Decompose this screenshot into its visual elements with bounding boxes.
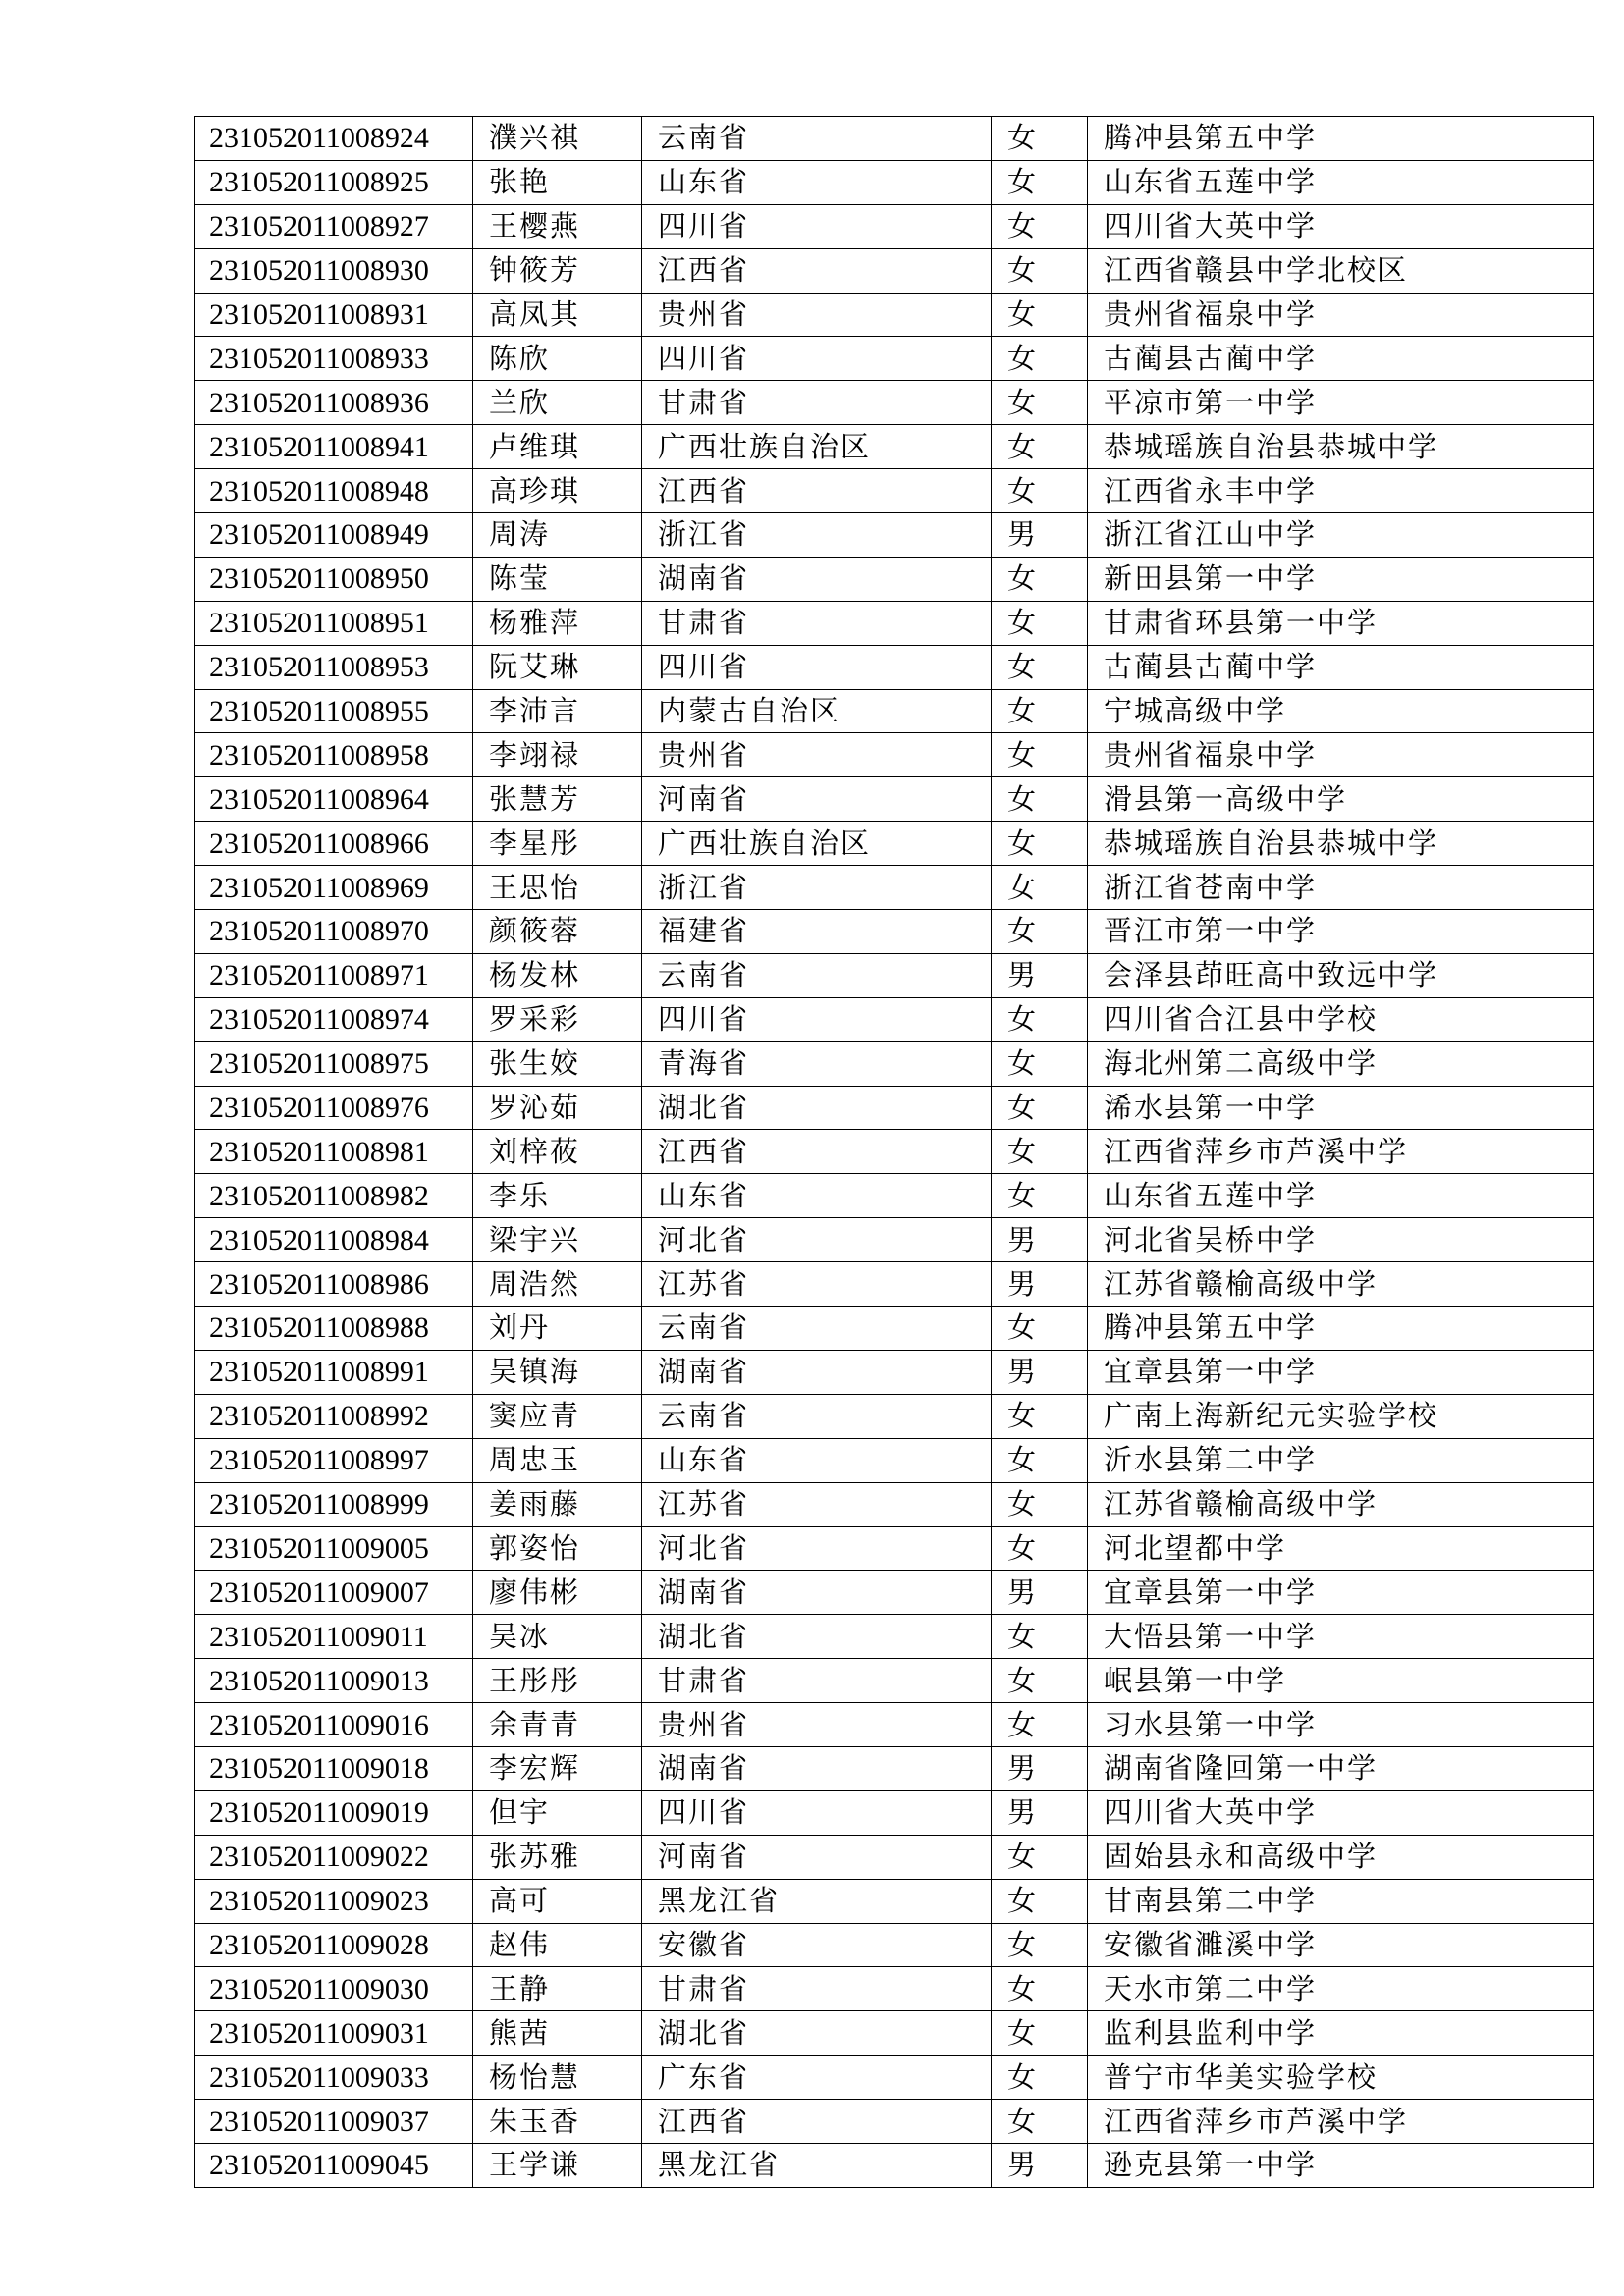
table-row [195,645,1594,689]
table-row [195,1879,1594,1923]
province-cell: 甘肃省 [642,1659,992,1703]
student-name-cell: 梁宇兴 [473,1218,642,1262]
gender-cell: 女 [992,160,1088,204]
province-cell: 江西省 [642,2100,992,2144]
school-cell: 大悟县第一中学 [1088,1615,1594,1659]
table-row [195,733,1594,777]
school-cell: 腾冲县第五中学 [1088,1307,1594,1351]
school-cell: 天水市第二中学 [1088,1967,1594,2011]
student-name-cell: 兰欣 [473,381,642,425]
student-name-cell: 李宏辉 [473,1746,642,1790]
admission-number-cell: 231052011008966 [195,822,473,866]
admission-number-cell: 231052011008991 [195,1350,473,1394]
student-name-cell: 姜雨藤 [473,1482,642,1526]
student-name-cell: 高可 [473,1879,642,1923]
school-cell: 江苏省赣榆高级中学 [1088,1262,1594,1307]
province-cell: 四川省 [642,1790,992,1835]
school-cell: 江苏省赣榆高级中学 [1088,1482,1594,1526]
admission-number-cell: 231052011009022 [195,1835,473,1879]
table-row [195,1659,1594,1703]
student-name-cell: 陈莹 [473,557,642,601]
province-cell: 四川省 [642,645,992,689]
admission-number-cell: 231052011009013 [195,1659,473,1703]
student-name-cell: 张苏雅 [473,1835,642,1879]
gender-cell: 女 [992,1615,1088,1659]
student-name-cell: 杨雅萍 [473,601,642,645]
table-row [195,910,1594,954]
student-name-cell: 刘梓莜 [473,1130,642,1174]
gender-cell: 男 [992,1218,1088,1262]
admission-number-cell: 231052011008936 [195,381,473,425]
province-cell: 黑龙江省 [642,2143,992,2187]
table-row [195,1174,1594,1218]
admission-number-cell: 231052011009033 [195,2056,473,2100]
table-row [195,1967,1594,2011]
province-cell: 贵州省 [642,293,992,337]
admission-number-cell: 231052011008924 [195,117,473,161]
school-cell: 甘南县第二中学 [1088,1879,1594,1923]
roster-body [195,117,1594,2188]
school-cell: 滑县第一高级中学 [1088,777,1594,822]
student-name-cell: 周忠玉 [473,1438,642,1482]
province-cell: 河南省 [642,777,992,822]
admission-number-cell: 231052011008930 [195,248,473,293]
table-row [195,557,1594,601]
school-cell: 广南上海新纪元实验学校 [1088,1394,1594,1438]
admission-number-cell: 231052011009019 [195,1790,473,1835]
gender-cell: 女 [992,557,1088,601]
admission-number-cell: 231052011008997 [195,1438,473,1482]
school-cell: 山东省五莲中学 [1088,160,1594,204]
admission-number-cell: 231052011008951 [195,601,473,645]
student-name-cell: 钟筱芳 [473,248,642,293]
school-cell: 江西省永丰中学 [1088,469,1594,513]
table-row [195,2011,1594,2056]
gender-cell: 女 [992,2100,1088,2144]
gender-cell: 男 [992,2143,1088,2187]
province-cell: 四川省 [642,997,992,1041]
table-row [195,953,1594,997]
gender-cell: 女 [992,1438,1088,1482]
table-row [195,822,1594,866]
gender-cell: 女 [992,1086,1088,1130]
province-cell: 江西省 [642,1130,992,1174]
province-cell: 黑龙江省 [642,1879,992,1923]
student-roster-table [194,116,1594,2188]
table-row [195,160,1594,204]
admission-number-cell: 231052011009031 [195,2011,473,2056]
province-cell: 湖南省 [642,1746,992,1790]
gender-cell: 女 [992,469,1088,513]
student-name-cell: 李乐 [473,1174,642,1218]
gender-cell: 女 [992,1394,1088,1438]
student-name-cell: 陈欣 [473,337,642,381]
student-name-cell: 李沛言 [473,689,642,733]
gender-cell: 女 [992,1174,1088,1218]
province-cell: 云南省 [642,1394,992,1438]
table-row [195,2100,1594,2144]
table-row [195,997,1594,1041]
school-cell: 浙江省苍南中学 [1088,866,1594,910]
admission-number-cell: 231052011008948 [195,469,473,513]
province-cell: 湖北省 [642,1615,992,1659]
school-cell: 山东省五莲中学 [1088,1174,1594,1218]
school-cell: 江西省萍乡市芦溪中学 [1088,2100,1594,2144]
gender-cell: 女 [992,601,1088,645]
admission-number-cell: 231052011009016 [195,1703,473,1747]
province-cell: 湖南省 [642,1350,992,1394]
admission-number-cell: 231052011008992 [195,1394,473,1438]
gender-cell: 女 [992,910,1088,954]
school-cell: 浙江省江山中学 [1088,513,1594,558]
school-cell: 恭城瑶族自治县恭城中学 [1088,425,1594,469]
student-name-cell: 张慧芳 [473,777,642,822]
school-cell: 四川省大英中学 [1088,1790,1594,1835]
province-cell: 湖北省 [642,2011,992,2056]
student-name-cell: 杨怡慧 [473,2056,642,2100]
table-row [195,337,1594,381]
student-name-cell: 赵伟 [473,1923,642,1967]
school-cell: 四川省合江县中学校 [1088,997,1594,1041]
province-cell: 浙江省 [642,866,992,910]
province-cell: 江苏省 [642,1482,992,1526]
table-row [195,1482,1594,1526]
table-row [195,1130,1594,1174]
province-cell: 河南省 [642,1835,992,1879]
school-cell: 腾冲县第五中学 [1088,117,1594,161]
school-cell: 新田县第一中学 [1088,557,1594,601]
table-row [195,1438,1594,1482]
gender-cell: 女 [992,293,1088,337]
gender-cell: 女 [992,1835,1088,1879]
gender-cell: 男 [992,1746,1088,1790]
school-cell: 沂水县第二中学 [1088,1438,1594,1482]
gender-cell: 女 [992,645,1088,689]
table-row [195,1262,1594,1307]
gender-cell: 女 [992,1659,1088,1703]
province-cell: 广西壮族自治区 [642,425,992,469]
student-name-cell: 周涛 [473,513,642,558]
student-name-cell: 颜筱蓉 [473,910,642,954]
school-cell: 监利县监利中学 [1088,2011,1594,2056]
gender-cell: 女 [992,1879,1088,1923]
school-cell: 贵州省福泉中学 [1088,733,1594,777]
school-cell: 四川省大英中学 [1088,204,1594,248]
table-row [195,1790,1594,1835]
table-row [195,1746,1594,1790]
admission-number-cell: 231052011008958 [195,733,473,777]
table-row [195,1307,1594,1351]
admission-number-cell: 231052011009011 [195,1615,473,1659]
admission-number-cell: 231052011008999 [195,1482,473,1526]
school-cell: 江西省萍乡市芦溪中学 [1088,1130,1594,1174]
admission-number-cell: 231052011009005 [195,1526,473,1571]
student-name-cell: 高珍琪 [473,469,642,513]
student-name-cell: 张生姣 [473,1041,642,1086]
student-name-cell: 吴冰 [473,1615,642,1659]
gender-cell: 男 [992,953,1088,997]
school-cell: 湖南省隆回第一中学 [1088,1746,1594,1790]
admission-number-cell: 231052011008982 [195,1174,473,1218]
table-row [195,1835,1594,1879]
admission-number-cell: 231052011009045 [195,2143,473,2187]
school-cell: 安徽省濉溪中学 [1088,1923,1594,1967]
student-name-cell: 周浩然 [473,1262,642,1307]
admission-number-cell: 231052011008970 [195,910,473,954]
school-cell: 海北州第二高级中学 [1088,1041,1594,1086]
student-name-cell: 王樱燕 [473,204,642,248]
admission-number-cell: 231052011008974 [195,997,473,1041]
province-cell: 青海省 [642,1041,992,1086]
school-cell: 宁城高级中学 [1088,689,1594,733]
school-cell: 古蔺县古蔺中学 [1088,337,1594,381]
gender-cell: 女 [992,777,1088,822]
school-cell: 江西省赣县中学北校区 [1088,248,1594,293]
gender-cell: 男 [992,513,1088,558]
admission-number-cell: 231052011008971 [195,953,473,997]
table-row [195,1615,1594,1659]
gender-cell: 男 [992,1262,1088,1307]
admission-number-cell: 231052011008955 [195,689,473,733]
table-row [195,425,1594,469]
admission-number-cell: 231052011008933 [195,337,473,381]
school-cell: 固始县永和高级中学 [1088,1835,1594,1879]
student-name-cell: 罗沁茹 [473,1086,642,1130]
table-row [195,601,1594,645]
admission-number-cell: 231052011008975 [195,1041,473,1086]
student-name-cell: 窦应青 [473,1394,642,1438]
admission-number-cell: 231052011008984 [195,1218,473,1262]
province-cell: 广东省 [642,2056,992,2100]
admission-number-cell: 231052011008976 [195,1086,473,1130]
school-cell: 逊克县第一中学 [1088,2143,1594,2187]
table-row [195,866,1594,910]
school-cell: 宜章县第一中学 [1088,1350,1594,1394]
province-cell: 安徽省 [642,1923,992,1967]
province-cell: 贵州省 [642,733,992,777]
student-name-cell: 廖伟彬 [473,1571,642,1615]
school-cell: 古蔺县古蔺中学 [1088,645,1594,689]
province-cell: 甘肃省 [642,601,992,645]
student-name-cell: 吴镇海 [473,1350,642,1394]
student-name-cell: 王学谦 [473,2143,642,2187]
student-name-cell: 李翊禄 [473,733,642,777]
student-name-cell: 王彤彤 [473,1659,642,1703]
admission-number-cell: 231052011009023 [195,1879,473,1923]
student-name-cell: 卢维琪 [473,425,642,469]
province-cell: 云南省 [642,1307,992,1351]
school-cell: 河北望都中学 [1088,1526,1594,1571]
school-cell: 平凉市第一中学 [1088,381,1594,425]
gender-cell: 女 [992,689,1088,733]
province-cell: 江苏省 [642,1262,992,1307]
student-name-cell: 张艳 [473,160,642,204]
table-row [195,117,1594,161]
province-cell: 湖南省 [642,1571,992,1615]
admission-number-cell: 231052011008969 [195,866,473,910]
province-cell: 湖南省 [642,557,992,601]
school-cell: 贵州省福泉中学 [1088,293,1594,337]
table-row [195,1571,1594,1615]
gender-cell: 女 [992,204,1088,248]
gender-cell: 女 [992,2056,1088,2100]
province-cell: 四川省 [642,204,992,248]
student-name-cell: 熊茜 [473,2011,642,2056]
gender-cell: 女 [992,1967,1088,2011]
table-row [195,381,1594,425]
table-row [195,204,1594,248]
gender-cell: 女 [992,997,1088,1041]
table-row [195,248,1594,293]
table-row [195,1086,1594,1130]
admission-number-cell: 231052011008941 [195,425,473,469]
admission-number-cell: 231052011009028 [195,1923,473,1967]
table-row [195,777,1594,822]
province-cell: 福建省 [642,910,992,954]
gender-cell: 男 [992,1350,1088,1394]
table-row [195,293,1594,337]
table-row [195,689,1594,733]
gender-cell: 女 [992,1307,1088,1351]
province-cell: 江西省 [642,469,992,513]
province-cell: 甘肃省 [642,381,992,425]
student-name-cell: 朱玉香 [473,2100,642,2144]
school-cell: 岷县第一中学 [1088,1659,1594,1703]
gender-cell: 女 [992,866,1088,910]
student-name-cell: 罗采彩 [473,997,642,1041]
province-cell: 湖北省 [642,1086,992,1130]
table-row [195,2056,1594,2100]
province-cell: 贵州省 [642,1703,992,1747]
gender-cell: 女 [992,425,1088,469]
admission-number-cell: 231052011008988 [195,1307,473,1351]
admission-number-cell: 231052011008953 [195,645,473,689]
student-name-cell: 高凤其 [473,293,642,337]
table-row [195,2143,1594,2187]
school-cell: 恭城瑶族自治县恭城中学 [1088,822,1594,866]
gender-cell: 女 [992,337,1088,381]
school-cell: 甘肃省环县第一中学 [1088,601,1594,645]
province-cell: 江西省 [642,248,992,293]
admission-number-cell: 231052011009018 [195,1746,473,1790]
gender-cell: 女 [992,822,1088,866]
gender-cell: 女 [992,1526,1088,1571]
province-cell: 山东省 [642,160,992,204]
province-cell: 内蒙古自治区 [642,689,992,733]
school-cell: 浠水县第一中学 [1088,1086,1594,1130]
table-row [195,1350,1594,1394]
province-cell: 山东省 [642,1438,992,1482]
table-row [195,513,1594,558]
student-name-cell: 杨发林 [473,953,642,997]
admission-number-cell: 231052011008950 [195,557,473,601]
gender-cell: 女 [992,1482,1088,1526]
school-cell: 会泽县茚旺高中致远中学 [1088,953,1594,997]
admission-number-cell: 231052011008986 [195,1262,473,1307]
student-name-cell: 但宇 [473,1790,642,1835]
table-row [195,1923,1594,1967]
student-name-cell: 李星彤 [473,822,642,866]
student-name-cell: 王思怡 [473,866,642,910]
province-cell: 云南省 [642,117,992,161]
admission-number-cell: 231052011008927 [195,204,473,248]
admission-number-cell: 231052011008964 [195,777,473,822]
admission-number-cell: 231052011008981 [195,1130,473,1174]
table-row [195,1041,1594,1086]
student-name-cell: 阮艾琳 [473,645,642,689]
gender-cell: 男 [992,1571,1088,1615]
admission-number-cell: 231052011008925 [195,160,473,204]
table-row [195,1526,1594,1571]
admission-number-cell: 231052011009037 [195,2100,473,2144]
student-name-cell: 郭姿怡 [473,1526,642,1571]
gender-cell: 女 [992,248,1088,293]
student-name-cell: 余青青 [473,1703,642,1747]
gender-cell: 女 [992,1041,1088,1086]
province-cell: 浙江省 [642,513,992,558]
province-cell: 甘肃省 [642,1967,992,2011]
school-cell: 晋江市第一中学 [1088,910,1594,954]
admission-number-cell: 231052011009007 [195,1571,473,1615]
school-cell: 习水县第一中学 [1088,1703,1594,1747]
admission-number-cell: 231052011008931 [195,293,473,337]
student-name-cell: 刘丹 [473,1307,642,1351]
table-row [195,1703,1594,1747]
gender-cell: 女 [992,117,1088,161]
province-cell: 云南省 [642,953,992,997]
gender-cell: 女 [992,381,1088,425]
gender-cell: 女 [992,1923,1088,1967]
admission-number-cell: 231052011009030 [195,1967,473,2011]
gender-cell: 男 [992,1790,1088,1835]
gender-cell: 女 [992,2011,1088,2056]
student-name-cell: 王静 [473,1967,642,2011]
gender-cell: 女 [992,733,1088,777]
province-cell: 山东省 [642,1174,992,1218]
table-row [195,1394,1594,1438]
school-cell: 宜章县第一中学 [1088,1571,1594,1615]
province-cell: 河北省 [642,1526,992,1571]
student-name-cell: 濮兴祺 [473,117,642,161]
admission-number-cell: 231052011008949 [195,513,473,558]
gender-cell: 女 [992,1703,1088,1747]
table-row [195,1218,1594,1262]
province-cell: 四川省 [642,337,992,381]
province-cell: 河北省 [642,1218,992,1262]
school-cell: 河北省吴桥中学 [1088,1218,1594,1262]
table-row [195,469,1594,513]
gender-cell: 女 [992,1130,1088,1174]
province-cell: 广西壮族自治区 [642,822,992,866]
school-cell: 普宁市华美实验学校 [1088,2056,1594,2100]
